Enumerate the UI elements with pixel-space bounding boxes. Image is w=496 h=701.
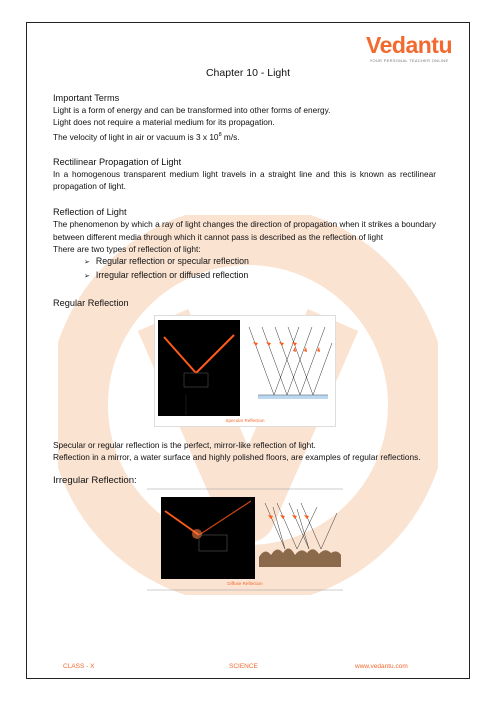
laser-photo (158, 320, 240, 416)
velocity-prefix: The velocity of light in air or vacuum is 3 x 10 (53, 131, 219, 142)
arrow-bullet-icon: ➢ (84, 273, 90, 280)
diffuse-reflection-figure (147, 487, 343, 591)
regular-text-2: Reflection in a mirror, a water surface and highly polished floors, are examples of regular reflections. (53, 452, 421, 463)
logo-wordmark: Vedantu (366, 32, 452, 58)
arrow-bullet-icon: ➢ (84, 259, 90, 266)
main-content (53, 92, 436, 591)
footer-subject: SCIENCE (229, 663, 258, 670)
logo-tagline: YOUR PERSONAL TEACHER ONLINE (369, 58, 449, 63)
footer-class: CLASS - X (63, 663, 95, 670)
list-item: ➢ Irregular reflection or diffused reflection (84, 270, 249, 280)
specular-reflection-figure (154, 315, 336, 427)
velocity-exponent: 8 (218, 131, 222, 138)
list-item: ➢ Regular reflection or specular reflection (84, 256, 249, 266)
figure-caption: Diffuse Reflection (226, 580, 263, 586)
page-title: Chapter 10 - Light (205, 67, 291, 79)
regular-text-1: Specular or regular reflection is the perfect, mirror-like reflection of light. (53, 440, 316, 451)
reflection-types-list (53, 255, 436, 283)
heading-regular-reflection: Regular Reflection (53, 298, 129, 308)
figure-caption: Specular Reflection (224, 418, 265, 424)
diffuse-ray-diagram (265, 503, 337, 549)
heading-important-terms: Important Terms (53, 93, 120, 103)
heading-reflection: Reflection of Light (53, 207, 127, 218)
diffuse-laser-photo (161, 497, 255, 579)
velocity-suffix: m/s. (221, 131, 240, 142)
vedantu-logo (366, 33, 452, 63)
term-line-2: Light does not require a material medium for its propagation. (53, 117, 275, 128)
heading-rectilinear: Rectilinear Propagation of Light (53, 156, 182, 167)
rectilinear-text: In a homogenous transparent medium light travels in a straight line and this is known as rectilinear propagation of light. (53, 168, 436, 191)
footer-website-link[interactable]: www.vedantu.com (355, 663, 408, 670)
term-line-1: Light is a form of energy and can be transformed into other forms of energy. (53, 105, 331, 116)
reflection-types-intro: There are two types of reflection of light: (53, 243, 201, 254)
heading-irregular-reflection: Irregular Reflection: (53, 474, 137, 486)
term-line-velocity (53, 129, 436, 143)
reflection-text: The phenomenon by which a ray of light changes the direction of propagation when it strikes a boundary between different media through which it cannot pass is described as the reflection of light (53, 219, 436, 242)
